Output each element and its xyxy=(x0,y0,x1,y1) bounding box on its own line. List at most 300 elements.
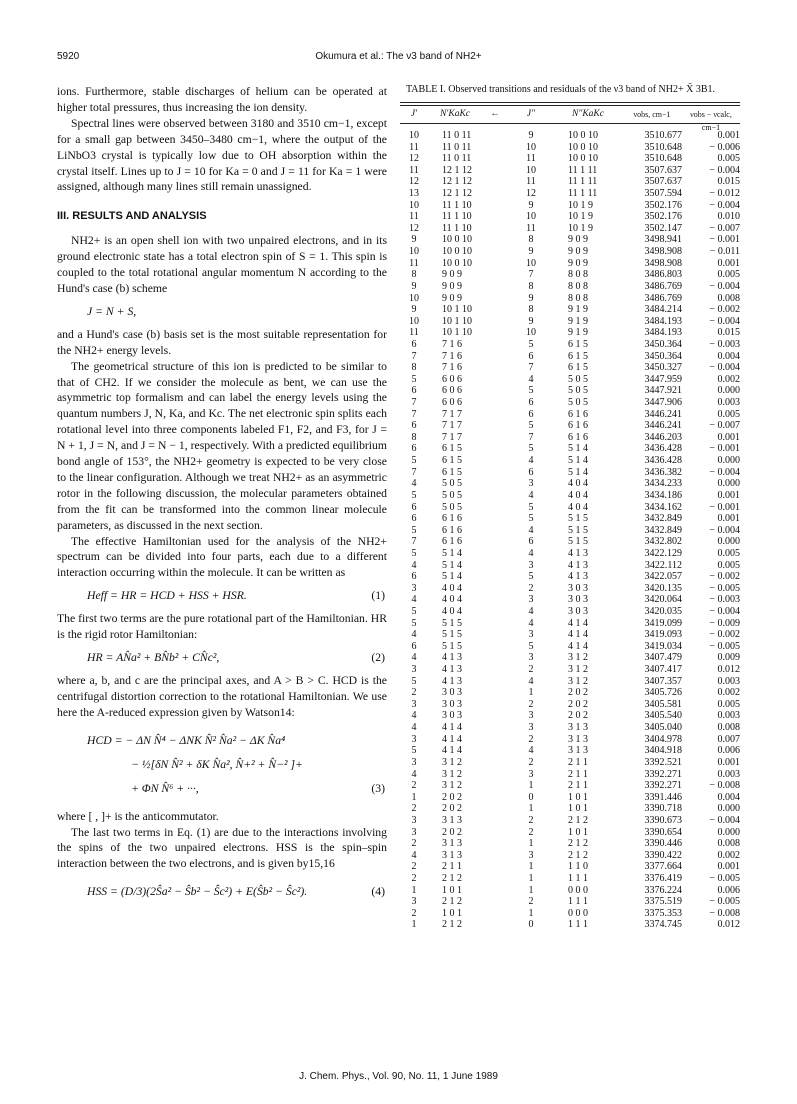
table-cell: 3 1 2 xyxy=(568,675,588,687)
table-row xyxy=(400,153,740,165)
table-cell: 6 xyxy=(411,513,417,525)
table-row xyxy=(400,861,740,873)
table-cell: 3 xyxy=(528,478,534,490)
table-cell: 0.008 xyxy=(717,292,740,304)
table-cell: 2 1 1 xyxy=(568,780,588,792)
table-1 xyxy=(400,84,740,931)
table-cell: 2 1 2 xyxy=(568,849,588,861)
table-cell: 6 xyxy=(528,466,534,478)
table-cell: 1 xyxy=(528,803,534,815)
table-cell: 11 xyxy=(409,327,419,339)
table-cell: 4 1 4 xyxy=(442,745,462,757)
table-cell: 5 xyxy=(411,617,417,629)
table-row xyxy=(400,443,740,455)
table-cell: 3434.186 xyxy=(644,489,682,501)
table-cell: 0.008 xyxy=(717,838,740,850)
table-row xyxy=(400,850,740,862)
equation-j xyxy=(57,304,387,320)
table-cell: 4 1 3 xyxy=(442,675,462,687)
table-cell: 4 xyxy=(528,489,534,501)
table-cell: 10 xyxy=(526,327,536,339)
table-cell: 1 xyxy=(411,884,417,896)
table-cell: 3405.581 xyxy=(644,698,682,710)
table-row xyxy=(400,269,740,281)
table-cell: − 0.004 xyxy=(709,315,740,327)
table-cell: 8 xyxy=(528,234,534,246)
table-cell: 0.002 xyxy=(717,687,740,699)
table-cell: 1 xyxy=(528,780,534,792)
table-cell: 5 xyxy=(528,640,534,652)
table-cell: 4 1 4 xyxy=(568,629,588,641)
table-cell: 3392.271 xyxy=(644,768,682,780)
col-header: N′KaKc xyxy=(439,109,471,119)
table-cell: 11 0 11 xyxy=(442,153,472,165)
table-cell: 7 1 6 xyxy=(442,362,462,374)
table-cell: 1 0 1 xyxy=(442,907,462,919)
table-row xyxy=(400,200,740,212)
table-cell: 7 xyxy=(411,408,417,420)
table-cell: 6 xyxy=(411,385,417,397)
table-cell: 9 xyxy=(528,199,534,211)
table-cell: 9 1 9 xyxy=(568,315,588,327)
table-cell: 3450.364 xyxy=(644,350,682,362)
table-cell: 11 1 10 xyxy=(442,222,472,234)
table-cell: 9 xyxy=(528,246,534,258)
table-cell: 3446.241 xyxy=(644,408,682,420)
table-header xyxy=(400,108,740,132)
table-cell: 0.005 xyxy=(717,408,740,420)
table-cell: 3510.648 xyxy=(644,141,682,153)
table-cell: 3434.233 xyxy=(644,478,682,490)
page-number: 5920 xyxy=(57,51,80,62)
table-cell: 1 0 1 xyxy=(568,826,588,838)
table-cell: 6 1 5 xyxy=(442,455,462,467)
table-cell: 0.003 xyxy=(717,397,740,409)
table-row xyxy=(400,374,740,386)
table-cell: 4 xyxy=(528,547,534,559)
table-cell: 5 xyxy=(411,373,417,385)
table-cell: 4 1 3 xyxy=(442,652,462,664)
table-cell: 12 xyxy=(409,153,419,165)
table-cell: 3 xyxy=(528,594,534,606)
table-row xyxy=(400,885,740,897)
table-cell: 3432.802 xyxy=(644,536,682,548)
table-cell: 9 xyxy=(411,280,417,292)
table-cell: 0.005 xyxy=(717,153,740,165)
table-cell: 1 1 1 xyxy=(568,873,588,884)
table-cell: 0 0 0 xyxy=(568,884,588,896)
table-cell: − 0.003 xyxy=(709,594,740,606)
table-row xyxy=(400,652,740,664)
table-cell: 3377.664 xyxy=(644,861,682,873)
table-cell: − 0.002 xyxy=(709,629,740,641)
equation-number: (4) xyxy=(371,885,385,899)
table-row xyxy=(400,641,740,653)
table-row xyxy=(400,316,740,328)
table-cell: 3447.921 xyxy=(644,385,682,397)
equation-line: HCD = − ΔN N̂⁴ − ΔNK N̂² N̂a² − ΔK N̂a⁴ xyxy=(87,733,286,747)
table-cell: 0.000 xyxy=(717,385,740,397)
table-cell: − 0.005 xyxy=(709,896,740,908)
table-cell: 3390.654 xyxy=(644,826,682,838)
table-cell: 0.001 xyxy=(717,861,740,873)
table-cell: 3404.978 xyxy=(644,733,682,745)
table-cell: 2 1 2 xyxy=(568,814,588,826)
table-cell: − 0.003 xyxy=(709,338,740,350)
table-cell: 3392.521 xyxy=(644,756,682,768)
table-row xyxy=(400,548,740,560)
table-cell: 5 1 5 xyxy=(568,524,588,536)
table-row xyxy=(400,536,740,548)
table-cell: 3 xyxy=(528,559,534,571)
table-row xyxy=(400,281,740,293)
table-cell: 0 xyxy=(528,919,534,931)
table-cell: 0.004 xyxy=(717,350,740,362)
table-cell: 2 xyxy=(411,838,417,850)
table-cell: − 0.001 xyxy=(709,443,740,455)
table-cell: 0.005 xyxy=(717,269,740,281)
table-cell: 4 xyxy=(411,478,417,490)
table-cell: 3450.364 xyxy=(644,338,682,350)
table-row xyxy=(400,490,740,502)
table-cell: 3432.849 xyxy=(644,524,682,536)
table-cell: − 0.007 xyxy=(709,222,740,234)
table-cell: 0.006 xyxy=(717,745,740,757)
table-cell: − 0.002 xyxy=(709,571,740,583)
table-cell: 2 0 2 xyxy=(568,698,588,710)
table-cell: 3 1 3 xyxy=(568,745,588,757)
table-cell: 3 1 3 xyxy=(442,814,462,826)
table-cell: 3 xyxy=(411,814,417,826)
table-cell: 5 1 4 xyxy=(442,547,462,559)
table-cell: 4 1 4 xyxy=(442,733,462,745)
table-cell: 3450.327 xyxy=(644,362,682,374)
table-cell: 1 xyxy=(528,687,534,699)
table-cell: 7 1 6 xyxy=(442,350,462,362)
table-cell: 2 xyxy=(411,873,417,884)
table-row xyxy=(400,397,740,409)
table-cell: 0.000 xyxy=(717,455,740,467)
table-cell: 8 xyxy=(411,362,417,374)
table-cell: 5 xyxy=(411,524,417,536)
table-cell: − 0.008 xyxy=(709,907,740,919)
table-row xyxy=(400,234,740,246)
table-cell: 2 xyxy=(528,756,534,768)
table-cell: − 0.012 xyxy=(709,188,740,200)
table-cell: 4 0 4 xyxy=(568,478,588,490)
table-row xyxy=(400,525,740,537)
table-cell: 3 xyxy=(528,710,534,722)
table-cell: 6 xyxy=(528,397,534,409)
table-cell: 0.007 xyxy=(717,733,740,745)
table-cell: 5 0 5 xyxy=(442,501,462,513)
table-cell: 4 xyxy=(411,652,417,664)
table-cell: − 0.008 xyxy=(709,780,740,792)
table-row xyxy=(400,130,740,142)
table-cell: 4 xyxy=(528,617,534,629)
table-cell: 3422.057 xyxy=(644,571,682,583)
table-cell: 3446.241 xyxy=(644,420,682,432)
table-row xyxy=(400,919,740,931)
table-cell: 3376.224 xyxy=(644,884,682,896)
col-header: J′ xyxy=(410,109,418,119)
table-cell: 11 1 11 xyxy=(568,176,598,188)
table-cell: 5 xyxy=(411,455,417,467)
table-cell: 5 1 5 xyxy=(442,640,462,652)
table-cell: 2 xyxy=(411,780,417,792)
table-cell: 8 xyxy=(528,304,534,316)
equation-line: − ½[δN N̂² + δK N̂a², N̂+² + N̂−² ]+ xyxy=(131,757,303,771)
table-cell: 3510.677 xyxy=(644,130,682,141)
equation-text: + ΦN N̂⁶ + ···, xyxy=(131,781,199,795)
table-cell: 0.001 xyxy=(717,489,740,501)
table-cell: 6 1 5 xyxy=(442,466,462,478)
table-cell: 10 0 10 xyxy=(568,130,598,141)
table-cell: 7 xyxy=(411,466,417,478)
table-row xyxy=(400,362,740,374)
table-cell: 3 xyxy=(528,629,534,641)
footer: J. Chem. Phys., Vol. 90, No. 11, 1 June 1989 xyxy=(299,1071,498,1082)
table-cell: 2 xyxy=(528,733,534,745)
table-cell: 9 xyxy=(411,234,417,246)
table-cell: 3446.203 xyxy=(644,431,682,443)
table-cell: 4 xyxy=(411,849,417,861)
table-row xyxy=(400,629,740,641)
table-cell: 2 xyxy=(411,861,417,873)
table-cell: 3 xyxy=(411,733,417,745)
table-cell: 10 0 10 xyxy=(568,141,598,153)
table-cell: 3 1 3 xyxy=(568,733,588,745)
table-cell: 3 1 2 xyxy=(442,768,462,780)
table-cell: − 0.004 xyxy=(709,280,740,292)
table-cell: 4 1 3 xyxy=(568,571,588,583)
table-cell: − 0.006 xyxy=(709,141,740,153)
table-cell: 3498.941 xyxy=(644,234,682,246)
table-cell: 2 0 2 xyxy=(568,687,588,699)
equation-text: HSS = (D/3)(2Ŝa² − Ŝb² − Ŝc²) + E(Ŝb² − Ŝc²). xyxy=(87,885,308,899)
table-cell: 4 0 4 xyxy=(568,501,588,513)
table-cell: 3 1 2 xyxy=(442,780,462,792)
table-cell: 6 0 6 xyxy=(442,373,462,385)
table-cell: 3 0 3 xyxy=(442,710,462,722)
table-row xyxy=(400,908,740,920)
table-cell: 9 0 9 xyxy=(568,257,588,269)
table-cell: 0.005 xyxy=(717,547,740,559)
table-cell: − 0.005 xyxy=(709,640,740,652)
table-cell: 3 1 3 xyxy=(568,722,588,734)
paragraph: ions. Furthermore, stable discharges of helium can be operated at higher total pressures, thus increasing the ion density. xyxy=(57,85,387,114)
table-cell: 3507.637 xyxy=(644,164,682,176)
table-row xyxy=(400,223,740,235)
table-cell: 6 1 5 xyxy=(568,338,588,350)
table-cell: 2 0 2 xyxy=(568,710,588,722)
table-cell: 10 0 10 xyxy=(568,153,598,165)
table-cell: 5 xyxy=(528,571,534,583)
table-cell: 0.005 xyxy=(717,698,740,710)
table-cell: 3510.648 xyxy=(644,153,682,165)
table-cell: 3390.718 xyxy=(644,803,682,815)
table-cell: 11 xyxy=(526,153,536,165)
table-cell: 3407.357 xyxy=(644,675,682,687)
table-cell: 6 1 6 xyxy=(568,431,588,443)
table-cell: 2 0 2 xyxy=(442,826,462,838)
table-cell: 10 xyxy=(526,141,536,153)
table-row xyxy=(400,165,740,177)
table-cell: 6 1 5 xyxy=(568,350,588,362)
table-cell: 7 1 7 xyxy=(442,408,462,420)
table-cell: 0.001 xyxy=(717,756,740,768)
table-cell: 3405.040 xyxy=(644,722,682,734)
table-cell: 6 xyxy=(411,640,417,652)
table-cell: 3 0 3 xyxy=(442,698,462,710)
equation-text: HR = AN̂a² + BN̂b² + CN̂c², xyxy=(87,651,220,664)
table-cell: 3486.803 xyxy=(644,269,682,281)
table-row xyxy=(400,664,740,676)
table-cell: 2 xyxy=(528,664,534,676)
table-row xyxy=(400,560,740,572)
table-cell: 2 1 1 xyxy=(442,861,462,873)
table-cell: 2 xyxy=(411,687,417,699)
table-cell: − 0.004 xyxy=(709,164,740,176)
table-cell: 3 xyxy=(411,582,417,594)
table-cell: 2 1 2 xyxy=(442,919,462,931)
table-row xyxy=(400,734,740,746)
table-row xyxy=(400,327,740,339)
table-cell: 6 xyxy=(528,408,534,420)
table-cell: 7 xyxy=(528,362,534,374)
table-cell: 6 1 6 xyxy=(442,536,462,548)
table-cell: 3 1 2 xyxy=(568,652,588,664)
table-cell: 3405.540 xyxy=(644,710,682,722)
table-cell: 7 1 6 xyxy=(442,338,462,350)
table-cell: 1 0 1 xyxy=(568,803,588,815)
table-cell: 10 1 9 xyxy=(568,199,593,211)
table-cell: 10 0 10 xyxy=(442,234,472,246)
table-cell: 3420.035 xyxy=(644,605,682,617)
table-cell: 10 xyxy=(526,164,536,176)
equation-3 xyxy=(57,729,387,801)
table-row xyxy=(400,304,740,316)
table-cell: 12 xyxy=(526,188,536,200)
table-cell: 11 1 10 xyxy=(442,211,472,223)
table-cell: 6 0 6 xyxy=(442,397,462,409)
table-cell: 0.001 xyxy=(717,431,740,443)
table-cell: 0 0 0 xyxy=(568,907,588,919)
table-cell: 5 xyxy=(528,385,534,397)
table-cell: 5 1 5 xyxy=(568,536,588,548)
table-cell: 6 1 6 xyxy=(442,524,462,536)
table-cell: 3 xyxy=(411,826,417,838)
table-cell: 0.003 xyxy=(717,768,740,780)
table-cell: 4 xyxy=(528,455,534,467)
table-cell: 0.000 xyxy=(717,536,740,548)
table-cell: 8 xyxy=(528,280,534,292)
table-cell: 4 xyxy=(411,629,417,641)
table-cell: 5 1 4 xyxy=(568,455,588,467)
col-header: νobs − νcalc, cm−1 xyxy=(690,110,732,132)
table-cell: 6 1 6 xyxy=(442,513,462,525)
table-cell: 3 xyxy=(411,896,417,908)
table-row xyxy=(400,815,740,827)
paragraph: NH2+ is an open shell ion with two unpaired electrons, and in its ground electronic state has a total electron spin of S = 1. This spin is coupled to the total rotational angular momentum N according to the Hund's case (b) scheme xyxy=(57,234,387,295)
table-cell: 3390.422 xyxy=(644,849,682,861)
table-cell: 1 1 1 xyxy=(568,919,588,931)
table-cell: 5 xyxy=(528,443,534,455)
table-cell: 3486.769 xyxy=(644,280,682,292)
table-cell: 3498.908 xyxy=(644,257,682,269)
table-header-rule xyxy=(400,123,740,124)
table-row xyxy=(400,838,740,850)
col-header: νobs, cm−1 xyxy=(633,110,671,119)
table-cell: 3422.129 xyxy=(644,547,682,559)
table-row xyxy=(400,687,740,699)
table-cell: 3502.176 xyxy=(644,211,682,223)
table-cell: 3502.147 xyxy=(644,222,682,234)
table-cell: 5 1 4 xyxy=(568,443,588,455)
table-cell: 4 xyxy=(528,605,534,617)
table-row xyxy=(400,757,740,769)
table-cell: 1 1 0 xyxy=(568,861,588,873)
table-cell: 7 xyxy=(411,350,417,362)
table-cell: 0.012 xyxy=(717,919,740,931)
table-cell: 11 0 11 xyxy=(442,130,472,141)
table-cell: 3419.034 xyxy=(644,640,682,652)
table-cell: 10 0 10 xyxy=(442,257,472,269)
table-cell: 10 xyxy=(526,211,536,223)
col-header: N″KaKc xyxy=(572,109,604,119)
table-cell: 0.001 xyxy=(717,513,740,525)
table-row xyxy=(400,455,740,467)
table-cell: 3 1 3 xyxy=(442,849,462,861)
table-cell: 3484.193 xyxy=(644,315,682,327)
table-cell: 1 xyxy=(528,838,534,850)
table-cell: 4 xyxy=(528,745,534,757)
table-cell: 3 xyxy=(411,698,417,710)
table-cell: 2 1 2 xyxy=(568,838,588,850)
table-cell: 0.000 xyxy=(717,826,740,838)
table-cell: 5 1 4 xyxy=(442,571,462,583)
table-cell: 1 xyxy=(528,884,534,896)
table-row xyxy=(400,420,740,432)
table-cell: 0.000 xyxy=(717,478,740,490)
table-cell: 6 xyxy=(411,420,417,432)
table-cell: − 0.004 xyxy=(709,466,740,478)
equation-4 xyxy=(57,884,387,900)
table-cell: 0.006 xyxy=(717,884,740,896)
table-cell: 5 xyxy=(411,605,417,617)
table-cell: 0.005 xyxy=(717,559,740,571)
table-cell: 0.003 xyxy=(717,675,740,687)
table-row xyxy=(400,467,740,479)
table-cell: 6 xyxy=(528,350,534,362)
table-cell: 3404.918 xyxy=(644,745,682,757)
table-cell: 2 xyxy=(528,896,534,908)
table-cell: 5 xyxy=(528,501,534,513)
table-cell: 1 1 1 xyxy=(568,896,588,908)
table-cell: 3 0 3 xyxy=(568,605,588,617)
paragraph: The last two terms in Eq. (1) are due to the interactions involving the spins of the two unpaired electrons. HSS is the spin–spin interaction between the two electrons, and is given by15,16 xyxy=(57,825,387,871)
table-cell: 9 0 9 xyxy=(568,234,588,246)
table-cell: 5 xyxy=(411,675,417,687)
table-cell: 3436.428 xyxy=(644,443,682,455)
table-cell: 2 0 2 xyxy=(442,803,462,815)
table-cell: 4 0 4 xyxy=(442,582,462,594)
table-row xyxy=(400,293,740,305)
table-cell: 5 0 5 xyxy=(442,478,462,490)
table-row xyxy=(400,594,740,606)
table-row xyxy=(400,792,740,804)
table-cell: 9 0 9 xyxy=(442,269,462,281)
